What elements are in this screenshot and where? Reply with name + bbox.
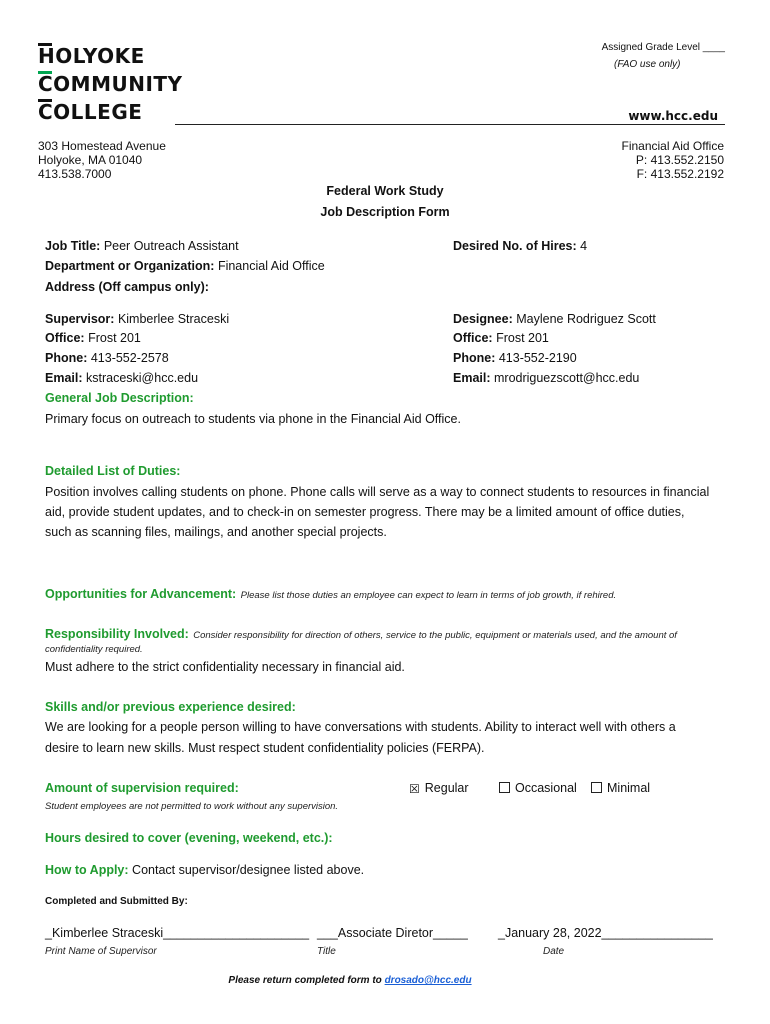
supervision-heading: Amount of supervision required: [45,781,239,795]
submission-date: _January 28, 2022________________ [498,926,713,940]
skills-line-2: desire to learn new skills. Must respect student confidentiality policies (FERPA). [45,741,485,755]
designee-email-value: mrodriguezscott@hcc.edu [490,371,640,385]
supervision-option-minimal[interactable] [591,781,650,795]
grade-level-label: Assigned Grade Level ____ [601,42,725,53]
date-caption: Date [543,946,565,957]
skills-line-1: We are looking for a people person willing to have conversations with students. Ability to interact well with others a [45,720,676,734]
responsibility-note-2: confidentiality required. [45,644,143,655]
supervisor-office-value: Frost 201 [84,331,141,345]
responsibility-row [45,625,677,643]
return-email-link[interactable]: drosado@hcc.edu [384,975,472,986]
supervisor-office-label: Office: [45,331,85,345]
supervisor-email-label: Email: [45,371,83,385]
designee-phone-label: Phone: [453,351,496,365]
general-description-heading: General Job Description: [45,391,194,405]
supervision-option-occasional[interactable] [499,781,577,795]
address-off-campus-label: Address (Off campus only): [45,280,209,294]
dept-label: Department or Organization: [45,259,215,273]
checkbox-regular[interactable]: ☒ [409,782,420,796]
supervisor-office [45,331,141,345]
supervision-option-regular[interactable] [409,781,469,795]
advancement-note: Please list those duties an employee can expect to learn in terms of job growth, if rehired. [240,590,617,601]
designee-phone-value: 413-552-2190 [495,351,577,365]
designee-label: Designee: [453,312,513,326]
header-divider [175,124,725,125]
designee-office-value: Frost 201 [492,331,549,345]
footer-return-note [0,975,700,986]
supervisor-value: Kimberlee Straceski [114,312,230,326]
supervisor-phone-value: 413-552-2578 [87,351,169,365]
duties-line-1: Position involves calling students on phone. Phone calls will serve as a way to connect students to resources in financial [45,485,710,499]
option-minimal-label: Minimal [607,781,651,795]
designee-email-label: Email: [453,371,491,385]
footer-text: Please return completed form to [228,975,385,986]
dept-value: Financial Aid Office [214,259,325,273]
designee-office [453,331,549,345]
designee-office-label: Office: [453,331,493,345]
supervisor-title-value: ___Associate Diretor_____ [317,926,468,940]
logo-line-2: COMMUNITY [38,72,183,96]
advancement-heading: Opportunities for Advancement: [45,587,237,601]
address-phone: 413.538.7000 [38,167,112,181]
office-phone: P: 413.552.2150 [635,153,724,167]
office-fax: F: 413.552.2192 [636,167,724,181]
job-title-value: Peer Outreach Assistant [100,239,239,253]
option-regular-label: Regular [424,781,469,795]
supervisor-email [45,371,198,385]
website: www.hcc.edu [628,109,718,123]
duties-line-3: such as scanning files, mailings, and another special projects. [45,525,387,539]
job-title [45,239,239,253]
responsibility-note-1: Consider responsibility for direction of others, service to the public, equipment or materials used, and the amount of [193,630,677,641]
office-name: Financial Aid Office [621,139,724,153]
checkbox-minimal[interactable] [591,782,602,793]
duties-line-2: aid, provide student updates, and to check-in on semester progress. There may be a limited amount of office duties, [45,505,685,519]
supervisor-label: Supervisor: [45,312,115,326]
how-to-apply [45,863,364,877]
logo-line-3: COLLEGE [38,100,143,124]
hires-value: 4 [576,239,588,253]
form-title-1: Federal Work Study [326,184,444,198]
form-title-2: Job Description Form [320,205,450,219]
designee-name [453,312,656,326]
job-title-label: Job Title: [45,239,101,253]
checkbox-occasional[interactable] [499,782,510,793]
responsibility-text: Must adhere to the strict confidentiality necessary in financial aid. [45,660,405,674]
duties-heading: Detailed List of Duties: [45,464,181,478]
supervisor-name [45,312,229,326]
supervision-note: Student employees are not permitted to work without any supervision. [45,801,339,812]
how-to-apply-heading: How to Apply: [45,863,129,877]
advancement-row [45,585,616,603]
supervisor-phone-label: Phone: [45,351,88,365]
option-occasional-label: Occasional [515,781,577,795]
department [45,259,325,273]
supervisor-email-value: kstraceski@hcc.edu [82,371,199,385]
address-street: 303 Homestead Avenue [38,139,166,153]
fao-note: (FAO use only) [614,59,681,70]
designee-value: Maylene Rodriguez Scott [512,312,656,326]
designee-phone [453,351,577,365]
general-description-text: Primary focus on outreach to students via phone in the Financial Aid Office. [45,412,461,426]
hours-heading: Hours desired to cover (evening, weekend, etc.): [45,831,333,845]
print-name-caption: Print Name of Supervisor [45,946,157,957]
designee-email [453,371,639,385]
address-city: Holyoke, MA 01040 [38,153,143,167]
title-caption: Title [317,946,336,957]
desired-hires [453,239,587,253]
supervisor-signature-name: _Kimberlee Straceski_____________________ [45,926,310,940]
completed-by-heading: Completed and Submitted By: [45,896,188,907]
supervisor-phone [45,351,169,365]
skills-heading: Skills and/or previous experience desired: [45,700,296,714]
how-to-apply-text: Contact supervisor/designee listed above. [128,863,365,877]
responsibility-heading: Responsibility Involved: [45,627,189,641]
hires-label: Desired No. of Hires: [453,239,577,253]
logo-line-1: HOLYOKE [38,44,145,68]
